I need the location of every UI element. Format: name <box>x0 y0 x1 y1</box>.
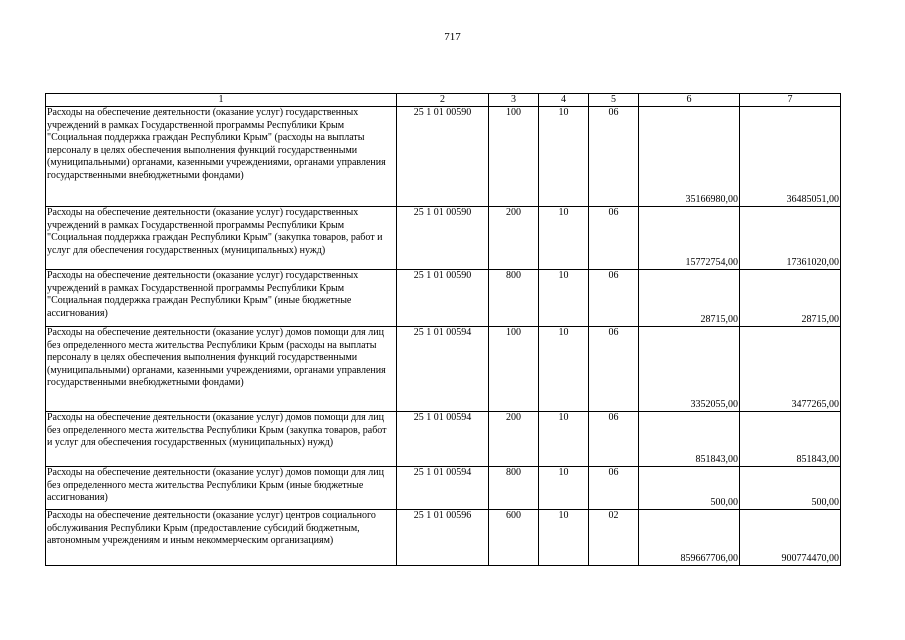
row-description: Расходы на обеспечение деятельности (оказание услуг) домов помощи для лиц без определенного места жительства Республики Крым (расходы на выплаты персоналу в целях обеспечения выполнения функций государственными (муниципальными) органами, казенными учреждениями, органами управления государственными внебюджетными фондами) <box>46 327 397 412</box>
row-amount-year-2: 28715,00 <box>740 270 841 327</box>
column-header: 3 <box>489 94 539 107</box>
row-subsection-code: 06 <box>589 412 639 467</box>
row-amount-year-1: 28715,00 <box>639 270 740 327</box>
row-amount-year-2: 3477265,00 <box>740 327 841 412</box>
row-amount-year-2: 36485051,00 <box>740 107 841 207</box>
table-row <box>46 327 841 412</box>
row-subsection-code: 02 <box>589 510 639 566</box>
column-header: 4 <box>539 94 589 107</box>
row-amount-year-1: 3352055,00 <box>639 327 740 412</box>
row-target-article-code: 25 1 01 00590 <box>397 270 489 327</box>
column-header: 7 <box>740 94 841 107</box>
table-header-row <box>46 94 841 107</box>
table-row <box>46 107 841 207</box>
row-target-article-code: 25 1 01 00596 <box>397 510 489 566</box>
column-header: 2 <box>397 94 489 107</box>
column-header: 5 <box>589 94 639 107</box>
row-expense-type-code: 100 <box>489 107 539 207</box>
row-amount-year-2: 500,00 <box>740 467 841 510</box>
row-subsection-code: 06 <box>589 270 639 327</box>
row-amount-year-2: 17361020,00 <box>740 207 841 270</box>
row-description: Расходы на обеспечение деятельности (оказание услуг) центров социального обслуживания Республики Крым (предоставление субсидий бюджетным, автономным учреждениям и иным некоммерческим организациям) <box>46 510 397 566</box>
row-subsection-code: 06 <box>589 467 639 510</box>
row-amount-year-1: 15772754,00 <box>639 207 740 270</box>
table-row <box>46 207 841 270</box>
row-expense-type-code: 800 <box>489 467 539 510</box>
row-subsection-code: 06 <box>589 107 639 207</box>
row-description: Расходы на обеспечение деятельности (оказание услуг) государственных учреждений в рамках Государственной программы Республики Крым "Социальная поддержка граждан Республики Крым" (расходы на выплаты персоналу в целях обеспечения выполнения функций государственными (муниципальными) органами, казенными учреждениями, органами управления государственными внебюджетными фондами) <box>46 107 397 207</box>
row-target-article-code: 25 1 01 00594 <box>397 412 489 467</box>
row-expense-type-code: 600 <box>489 510 539 566</box>
row-amount-year-1: 500,00 <box>639 467 740 510</box>
row-target-article-code: 25 1 01 00594 <box>397 327 489 412</box>
budget-table <box>45 93 841 566</box>
row-description: Расходы на обеспечение деятельности (оказание услуг) государственных учреждений в рамках Государственной программы Республики Крым "Социальная поддержка граждан Республики Крым" (закупка товаров, работ и услуг для обеспечения государственных (муниципальных) нужд) <box>46 207 397 270</box>
table-row <box>46 270 841 327</box>
row-section-code: 10 <box>539 327 589 412</box>
row-description: Расходы на обеспечение деятельности (оказание услуг) домов помощи для лиц без определенного места жительства Республики Крым (иные бюджетные ассигнования) <box>46 467 397 510</box>
row-section-code: 10 <box>539 107 589 207</box>
row-expense-type-code: 200 <box>489 412 539 467</box>
row-amount-year-2: 900774470,00 <box>740 510 841 566</box>
row-target-article-code: 25 1 01 00590 <box>397 207 489 270</box>
column-header: 1 <box>46 94 397 107</box>
row-expense-type-code: 200 <box>489 207 539 270</box>
row-target-article-code: 25 1 01 00594 <box>397 467 489 510</box>
row-description: Расходы на обеспечение деятельности (оказание услуг) государственных учреждений в рамках Государственной программы Республики Крым "Социальная поддержка граждан Республики Крым" (иные бюджетные ассигнования) <box>46 270 397 327</box>
row-amount-year-1: 859667706,00 <box>639 510 740 566</box>
row-description: Расходы на обеспечение деятельности (оказание услуг) домов помощи для лиц без определенного места жительства Республики Крым (закупка товаров, работ и услуг для обеспечения государственных (муниципальных) нужд) <box>46 412 397 467</box>
row-amount-year-2: 851843,00 <box>740 412 841 467</box>
row-subsection-code: 06 <box>589 327 639 412</box>
row-section-code: 10 <box>539 510 589 566</box>
row-target-article-code: 25 1 01 00590 <box>397 107 489 207</box>
table-row <box>46 412 841 467</box>
row-section-code: 10 <box>539 207 589 270</box>
page-number: 717 <box>444 31 461 43</box>
row-expense-type-code: 800 <box>489 270 539 327</box>
row-amount-year-1: 35166980,00 <box>639 107 740 207</box>
row-expense-type-code: 100 <box>489 327 539 412</box>
row-amount-year-1: 851843,00 <box>639 412 740 467</box>
table-row <box>46 467 841 510</box>
row-section-code: 10 <box>539 412 589 467</box>
row-subsection-code: 06 <box>589 207 639 270</box>
table-row <box>46 510 841 566</box>
row-section-code: 10 <box>539 270 589 327</box>
row-section-code: 10 <box>539 467 589 510</box>
column-header: 6 <box>639 94 740 107</box>
